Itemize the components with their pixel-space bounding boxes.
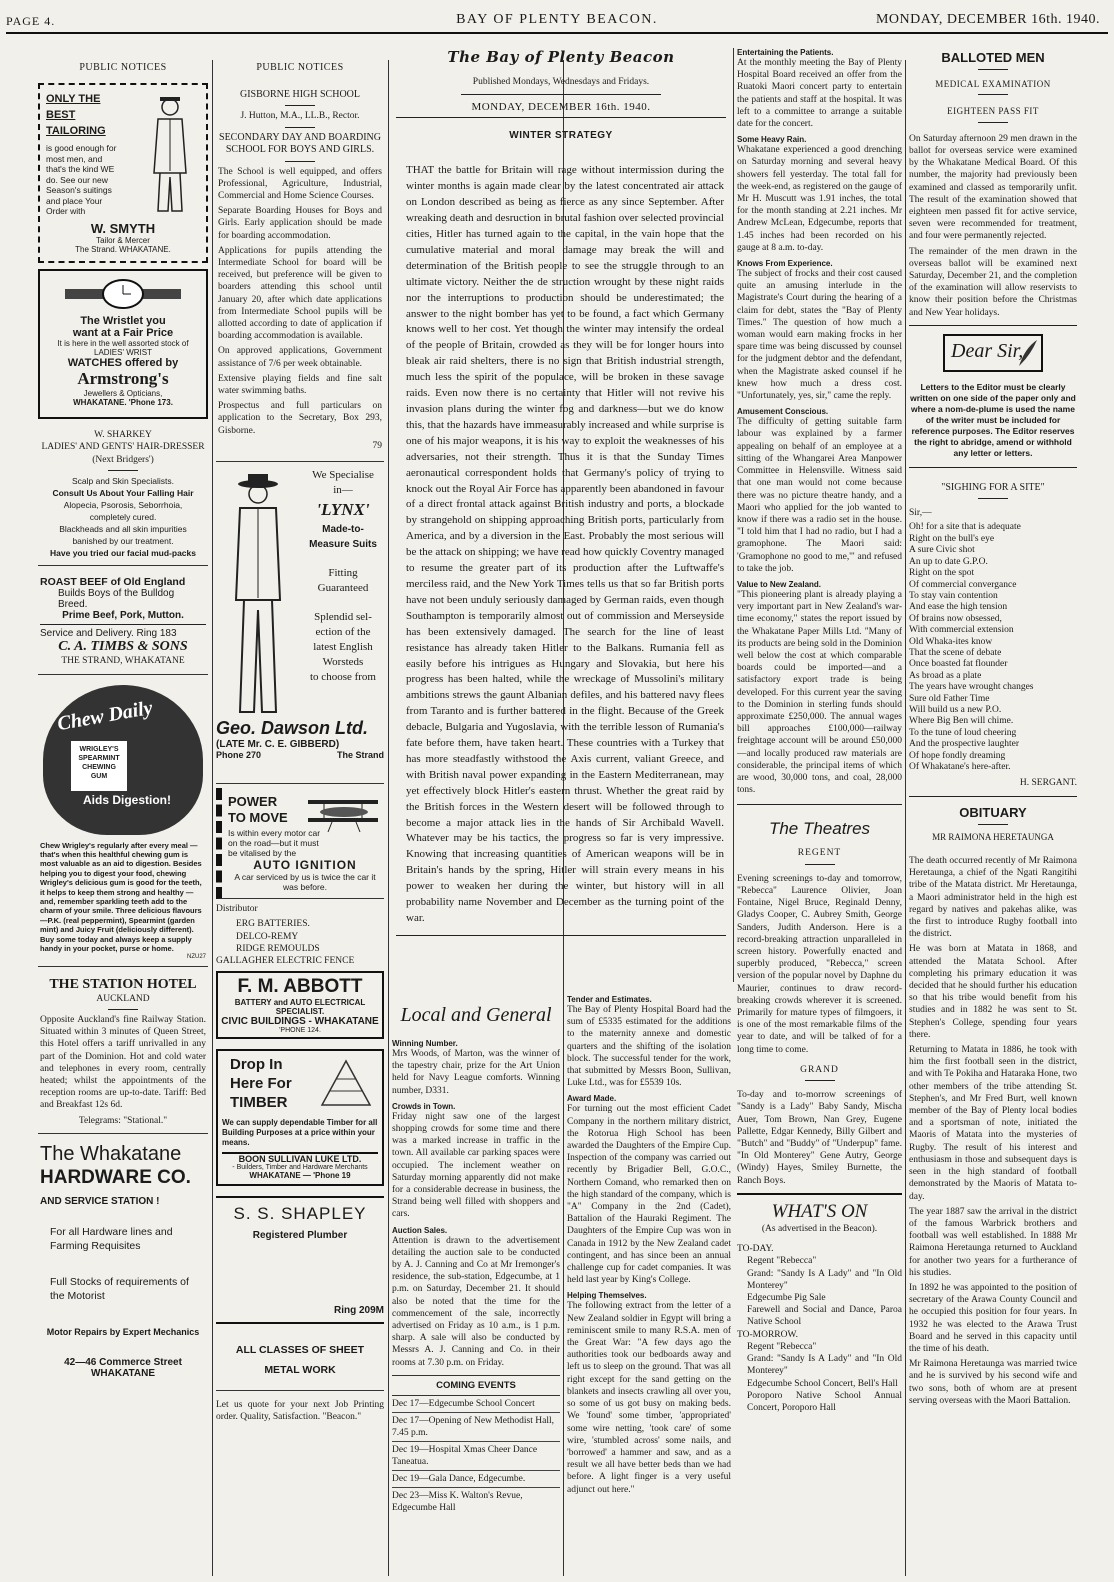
headline-line: BEST xyxy=(46,109,76,121)
sharkey-trade: LADIES' AND GENTS' HAIR-DRESSER xyxy=(41,442,205,453)
hardware-para: For all Hardware lines and Farming Requisites xyxy=(50,1225,173,1252)
hardware-line-2: HARDWARE CO. xyxy=(40,1166,191,1188)
poem-line: And ease the high tension xyxy=(909,602,1008,613)
hardware-address: 42—46 Commerce Street xyxy=(64,1356,182,1368)
poem-line: Right on the bull's eye xyxy=(909,533,995,544)
news-heading: Crowds in Town. xyxy=(392,1101,456,1111)
ad-boon-sullivan-timber xyxy=(216,1049,384,1186)
distributor-item: ERG BATTERIES. xyxy=(236,919,310,930)
school-para: The School is well equipped, and offers Professional, Agriculture, Industrial, Commercial and Home Science Courses. xyxy=(218,166,382,202)
distributor-item: RIDGE REMOULDS xyxy=(236,943,320,954)
poem-line: Old Whaka-ites know xyxy=(909,636,993,647)
whats-on-title: WHAT'S ON xyxy=(771,1200,868,1222)
balloted-para: The remainder of the men drawn in the overseas ballot will be examined next Saturday, December 21, and the completion of the examination will allow reservists to know their position before the Christmas and New Year holidays. xyxy=(909,246,1077,318)
smyth-address: The Strand. WHAKATANE. xyxy=(75,244,171,254)
armstrong-body: It is here in the well assorted stock of LADIES' WRIST xyxy=(57,339,189,357)
dawson-line: Worsteds xyxy=(322,656,364,669)
whats-on-item: Edgecumbe Pig Sale xyxy=(747,1293,826,1304)
timbs-address: THE STRAND, WHAKATANE xyxy=(61,656,185,667)
hardware-town: WHAKATANE xyxy=(90,1367,156,1379)
theatres-title: The Theatres xyxy=(768,819,871,839)
column-rule xyxy=(905,60,906,1576)
news-heading: Tender and Estimates. xyxy=(567,995,652,1004)
poem-line: Where Big Ben will chime. xyxy=(909,716,1014,727)
wrigleys-aids: Aids Digestion! xyxy=(82,792,171,807)
armstrong-name: Armstrong's xyxy=(77,369,169,388)
school-para: Separate Boarding Houses for Boys and Girls. Early application should be made for boarding accommodation. xyxy=(218,206,382,241)
quill-icon xyxy=(1017,338,1039,368)
sharkey-line: completely cured. xyxy=(89,512,157,523)
wrigleys-code: NZU27 xyxy=(186,953,206,960)
ad-armstrong-watches xyxy=(38,269,208,419)
station-telegrams: Telegrams: "Stational." xyxy=(78,1115,168,1126)
obituary-para: Returning to Matata in 1886, he took with him the first football seen in the district, and with Te Pokiha and Hataraka Hone, two other members of the tribe attending St. Stephen's, and Mr Fred Burt, well known member of the Bay of Plenty local bodies and a sportsman of note, initiated the Maoris of Matata into the mysteries of Rugby. The result of his interest and enthusiasm in those and subsequent days is seen in the high standard of football demonstrated by the Maoris of Matata to-day. xyxy=(909,1045,1077,1202)
distributor-label: Distributor xyxy=(216,904,258,915)
obituary-title: OBITUARY xyxy=(959,804,1027,820)
obituary-para: The year 1887 saw the arrival in the district of the famous Warbrick brothers and football was well established. In 1888 Mr Raimona Heretaunga returned to Auckland for another two years for a furtherance of his studies. xyxy=(909,1206,1077,1278)
poem-line: Sure old Father Time xyxy=(909,693,990,704)
dear-sir-logo xyxy=(943,334,1043,372)
power-brand: AUTO IGNITION xyxy=(253,858,357,873)
sharkey-line: Alopecia, Psorosis, Seborrhoia, xyxy=(63,500,183,511)
poem-line: Right on the spot xyxy=(909,568,975,579)
station-name: THE STATION HOTEL xyxy=(49,976,197,992)
whats-on-today: TO-DAY. xyxy=(737,1244,774,1255)
school-name: GISBORNE HIGH SCHOOL xyxy=(239,89,360,100)
obituary-para: Mr Raimona Heretaunga was married twice and he is survived by his second wife and two sons, both of whom are at present serving overseas with the Maori Battalion. xyxy=(909,1359,1077,1406)
poem-line: With commercial extension xyxy=(909,625,1014,636)
timber-sub: - Builders, Timber and Hardware Merchants xyxy=(232,1164,368,1172)
section-heading: PUBLIC NOTICES xyxy=(256,62,344,73)
ad-wrigleys xyxy=(38,679,208,967)
ad-gisborne-high-school xyxy=(216,83,384,462)
timber-name: BOON SULLIVAN LUKE LTD. xyxy=(222,1152,378,1164)
poem-line: Of commercial convergance xyxy=(909,579,1017,590)
wrigleys-body: Chew Wrigley's regularly after every meal — that's when this healthful chewing gum is most valuable as an aid to digestion. Besides helping you to digest your food, chewing Wrigley's delicious gum is good for the teeth, it helps to keep them strong and healthy — and, remember sparkling teeth add to the charm of your smile. Three delicious flavours—P.K. (real peppermint), Spearmint (garden mint) and Juicy Fruit (deliciously different). Buy some today and always keep a supply handy in your pocket, purse or home. xyxy=(40,840,202,954)
poem-line: Of brains now obsessed, xyxy=(909,613,1002,624)
dawson-line: Guaranteed xyxy=(317,582,369,595)
editorial-body: THAT the battle for Britain will rage without intermission during the winter months is again made clear by the latest concentrated air attack on London described as being as fierce as any since September. After wreaking death and desruction in brutal fashion over selected provincial cities, Hitler has turned again to the capital, in the vain hope that the cumulative material and moral damage may break the will and determination of the British people to see the struggle through to an ultimate victory. Neither the de struction wrought by these night raids nor the interruptions to production should be underestimated; the answer to the night bomber has yet to be found, a fact which Germany knows well to her cost. Yet though the winter may intensify the ordeal of the people of Britain, crowded as they will be for longer hours into bleak air raid shelters, there is no sign that British industrial strength, much less the spirit of the populace, will be broken in these savage raids. Even now there is no certainty that Hitler will not revive his invasion plans during the winter fog and darkness—but we do know this, that the hazards have immeasurably increased and while surprise is one of his major weapons, it is his way to exploit the weaknesses of his adversaries, not their strength. Thus it is that the Sunday Times aeronautical correspondent holds that Germany's policy of trying to knock out the Royal Air Force has apparently been abandoned in favour of a direct frontal attack against British industry and ports, a blockade by strangehold on shipping approaching British ports, particularly from America, and by a diversion in the East. Probably the most serious will be the attack on shipping; we have read how quickly Coventry managed to resume the greater part of its production after the Luftwaffe's merciless raid, and the New York Times tells us that so far British ports have not been unduly seriously damaged by German raids, even though Southampton is temporarily almost out of commission and Merseyside has been extensively damaged. The search for the line of least resistance has already taken Hitler to the Balkans. Rumania fell as easily before his intrigues as Hungary and Slovakia, but here his progress has been halted, while the wreckage of Mussolini's military ambitions strews the gaunt Albanian defiles, and his battered navy flees from Taranto and is further battered in the flight. Because of the Greek debacle, Bulgaria and Yugoslavia, with the terrible lesson of Rumania's fate before them, have taken heart. These countries with a Turkey that has more steadfastly withstood the Axis current, valiant Greece, and with British naval power expanding in the Eastern Mediterranean, may yet effectively block Hitler's eastern thrust. Whether the great raid by the British forces in the Western desert will be followed through to become a major attack lies in the hands of Sir Archibald Wavell. Whatever may be his tactics, the progress so far is very impressive. Knowing that increasing quantities of American weapons will be in Britain's hands by the spring, Hitler will strain every means in his power to weaken her during the winter, but history will in all probability name November and December as the turning point of the war. xyxy=(406,164,724,924)
column-rule xyxy=(563,985,564,1576)
ad-fm-abbott xyxy=(216,971,384,1039)
news-heading: Amusement Conscious. xyxy=(737,407,829,417)
coming-events-title: COMING EVENTS xyxy=(436,1379,516,1391)
timber-headline: Drop In xyxy=(230,1056,283,1074)
wrigleys-starburst xyxy=(43,685,203,835)
poem-signature: H. SERGANT. xyxy=(1019,778,1077,789)
whats-on-item: Edgecumbe School Concert, Bell's Hall xyxy=(747,1378,898,1389)
abbott-phone: 'PHONE 124. xyxy=(279,1027,321,1035)
poem-lines xyxy=(909,522,1077,773)
event-item: Dec 19—Hospital Xmas Cheer Dance Taneatua. xyxy=(392,1441,560,1470)
wrigleys-pack: WRIGLEY'S SPEARMINT CHEWING GUM xyxy=(71,741,127,791)
sharkey-line: Scalp and Skin Specialists. xyxy=(71,476,175,487)
school-para: Extensive playing fields and fine salt water swimming baths. xyxy=(218,373,382,397)
dawson-line: Splendid sel- xyxy=(314,611,372,624)
news-heading: Some Heavy Rain. xyxy=(737,135,807,145)
dawson-line: Fitting xyxy=(328,567,358,580)
sharkey-name: W. SHARKEY xyxy=(94,430,152,440)
ad-geo-dawson xyxy=(216,466,384,784)
suited-man-illustration xyxy=(220,470,294,720)
ad-smyth-tailor xyxy=(38,83,208,263)
whats-on xyxy=(737,1193,902,1414)
news-text: The difficulty of getting suitable farm labour was explained by a farmer appealing on behalf of an employee at a sitting of the Whangarei Area Manpower Committee in Helensville. Witness said that one man would not come because there was no picture theatre handy, and a Maori who applied for the job wanted to know if there was a radio set in the house. "I told him that I had no radio, but I had a gramophone. The Maori said: 'Gramophone no good to me,'" and refused to take the job. xyxy=(737,417,902,574)
dawson-name: Geo. Dawson Ltd. xyxy=(216,718,369,739)
poem-sighing-for-a-site xyxy=(909,467,1077,790)
sharkey-line: banished by our treatment. xyxy=(72,536,174,547)
dawson-line: ection of the xyxy=(315,626,371,639)
timber-address: WHAKATANE — 'Phone 19 xyxy=(249,1171,351,1181)
obituary-para: He was born at Matata in 1868, and attended the Matata School. After completing his primary education it was decided that he should further his education so that his tribe would benefit from his studies and in 1882 he was sent to St. Stephen's College, spending four years there. xyxy=(909,944,1077,1040)
news-text: The Bay of Plenty Hospital Board had the sum of £5335 estimated for the additions to the maternity annexe and domestic quarters and the shifting of the isolation block. The successful tender for the work, that submitted by Messrs Boon, Sullivan, Luke Ltd., was for £5539 10s. xyxy=(567,1005,731,1089)
column-news-5 xyxy=(909,48,1077,1574)
dear-sir-text: Dear Sir, xyxy=(951,339,1024,362)
page-number: PAGE 4. xyxy=(6,14,56,28)
obituary-subject: MR RAIMONA HERETAUNGA xyxy=(932,831,1054,842)
news-text: "This pioneering plant is already playing a very important part in New Zealand's war-time economy," states the report issued by the Whakatane Paper Mills Ltd. "Many of its products are being sold in the Dominion well below the cost at which comparable boards could be imported—and a satisfactory export trade is being developed. For this current year the saving to the Dominion in sterling funds should approximate £250,000. The annual wages bill approaches £100,000—railway freightage account will be around £50,000—and locally produced raw materials are considerable, the principal items of which are wood, 30,000 tons, and coal, 28,000 tons. xyxy=(737,589,902,796)
smyth-headline xyxy=(46,91,141,139)
abbott-name: F. M. ABBOTT xyxy=(237,976,363,998)
event-item: Dec 23—Miss K. Walton's Revue, Edgecumbe Hall xyxy=(392,1487,560,1516)
armstrong-sub: Jewellers & Opticians, xyxy=(83,389,163,398)
station-body: Opposite Auckland's fine Railway Station. Situated within 3 minutes of Queen Street, this Hotel offers a tariff unrivalled in any part of the Dominion. Hot and cold water and telephones in every room, centrally heated; whilst the appointments of the reception rooms are up-to-date. Tariff: Bed and Breakfast 12s 6d. xyxy=(40,1014,206,1111)
balloted-para: On Saturday afternoon 29 men drawn in the ballot for overseas service were examined by the Whakatane Medical Board. Of this number, the majority had previously been examined and classed as temporarily unfit. The result of the examination showed that eighteen men passed fit for active service, seven were recommended for treatment, and four were permanently rejected. xyxy=(909,133,1077,242)
header-rule xyxy=(6,32,1108,34)
grand-text: To-day and to-morrow screenings of "Sandy is a Lady" Baby Sandy, Mischa Auer, Tom Brown, Nan Grey, Eugene Pallette, Edgar Kennedy, Billy Gilbert and "Butch" and "Buddy" of "Underpup" fame. "In Old Monterey" Gene Autry, George (Windy) Hayes, Smiley Burnette, the Ranch Boys. xyxy=(737,1090,902,1186)
timbs-headline: ROAST BEEF of Old England xyxy=(40,576,186,589)
whats-on-item: Poroporo Native School Annual Concert, Poroporo Hall xyxy=(747,1390,902,1413)
news-heading: Knows From Experience. xyxy=(737,259,833,269)
dawson-line: latest English xyxy=(313,641,373,654)
armstrong-headline-3: WATCHES offered by xyxy=(67,357,179,369)
whats-on-item: Grand: "Sandy Is A Lady" and "In Old Monterey" xyxy=(747,1268,902,1291)
timbs-name: C. A. TIMBS & SONS xyxy=(58,639,188,655)
news-heading: Helping Themselves. xyxy=(567,1291,647,1301)
news-text: The subject of frocks and their cost caused quite an amusing interlude in the Magistrate's Court during the hearing of a claim for debt, states the "Bay of Plenty Times." The question of how much a woman would earn making frocks in her spare time was being discussed by counsel for the judgment debtor and the defendant, when the Magistrate asked counsel if he knew how much a dress cost. "Unfortunately, yes, sir," came the reply. xyxy=(737,269,902,402)
letters-policy: Letters to the Editor must be clearly written on one side of the paper only and where a nom-de-plume is used the name of the writer must be included for reference purposes. The Editor reserves the right to abridge, amend or withhold any letter or letters. xyxy=(910,381,1076,458)
obituary-para: In 1892 he was appointed to the position of secretary of the Arawa County Council and he occupied this position for four years. In 1932 he was elected to the Arawa Trust Board and he served in this capacity until the time of his death. xyxy=(909,1282,1077,1354)
headline-line: ONLY THE xyxy=(46,93,101,105)
local-and-general-cont xyxy=(567,990,731,1574)
poem-line: That the scene of debate xyxy=(909,647,1002,658)
school-rector: J. Hutton, M.A., LL.B., Rector. xyxy=(240,111,360,122)
distributor-item: DELCO-REMY xyxy=(236,931,299,942)
news-heading: Auction Sales. xyxy=(392,1225,448,1235)
abbott-address: CIVIC BUILDINGS - WHAKATANE xyxy=(221,1016,379,1028)
power-tail: A car serviced by us is twice the car it was before. xyxy=(234,872,376,893)
column-rule xyxy=(212,60,213,1576)
sheet-line: ALL CLASSES OF SHEET xyxy=(235,1344,365,1357)
local-and-general xyxy=(392,990,560,1574)
power-headline-2: TO MOVE xyxy=(228,810,288,826)
theatre-name-grand: GRAND xyxy=(800,1064,839,1075)
theatre-name-regent: REGENT xyxy=(797,848,842,859)
section-heading: PUBLIC NOTICES xyxy=(79,62,167,73)
power-headline-1: POWER xyxy=(228,794,278,810)
poem-line: To the tune of loud cheering xyxy=(909,727,1017,738)
school-title: SECONDARY DAY AND BOARDING SCHOOL FOR BOYS AND GIRLS. xyxy=(219,131,381,156)
news-text: Friday night saw one of the largest shopping crowds for some time and there was a marked increase in traffic in the town. All available car parking spaces were occupied. The inclement weather on Saturday morning apparently did not make for a considerable decrease in business, the Strand being well filled with shoppers and cars. xyxy=(392,1111,560,1220)
poem-line: An up to date G.P.O. xyxy=(909,556,988,567)
column-public-notices-2 xyxy=(216,62,384,1574)
column-rule xyxy=(388,60,389,1576)
obituary-para: The death occurred recently of Mr Raimona Heretaunga, a chief of the Ngati Rangitihi tribe of the Matata district. Mr Heretaunga, a Maori administrator held in the high est regard by natives and pakehas alike, was the first to introduce Rugby football into the district. xyxy=(909,856,1077,940)
sharkey-line: Have you tried our facial mud-packs xyxy=(50,548,196,559)
hardware-line-1: The Whakatane xyxy=(40,1142,182,1165)
column-news-4 xyxy=(737,48,902,1574)
shapley-name: S. S. SHAPLEY xyxy=(233,1204,367,1224)
dawson-brand: 'LYNX' xyxy=(316,500,370,520)
event-item: Dec 17—Edgecumbe School Concert xyxy=(392,1398,535,1409)
ad-whakatane-hardware xyxy=(38,1138,208,1383)
station-city: AUCKLAND xyxy=(96,993,150,1004)
poem-line: Of Whakatane's here-after. xyxy=(909,762,1011,772)
armstrong-headline-1: The Wristlet you xyxy=(80,315,166,327)
hardware-para: Full Stocks of requirements of the Motorist xyxy=(50,1275,189,1302)
dawson-phone: Phone 270 xyxy=(216,750,262,761)
hardware-para: Motor Repairs by Expert Mechanics xyxy=(46,1326,200,1337)
whats-on-item: Farewell and Social and Dance, Paroa Native School xyxy=(747,1305,902,1328)
beacon-masthead: The Bay of Plenty Beacon xyxy=(447,48,675,66)
school-ref: 79 xyxy=(372,440,382,451)
power-body: Is within every motor car on the road—but it must be vitalised by the xyxy=(228,828,321,859)
poem-line: Once boasted fat flounder xyxy=(909,659,1008,670)
masthead: BAY OF PLENTY BEACON. xyxy=(456,12,658,27)
news-heading: Winning Number. xyxy=(392,1039,458,1048)
timbs-line: Prime Beef, Pork, Mutton. xyxy=(62,610,184,622)
ad-timbs-butchers xyxy=(38,570,208,674)
publication-schedule: Published Mondays, Wednesdays and Fridays. xyxy=(472,77,650,87)
balloted-title: BALLOTED MEN xyxy=(941,50,1045,65)
poem-line: A sure Civic shot xyxy=(909,545,975,556)
ad-shapley-plumber xyxy=(216,1196,384,1324)
editorial-title: WINTER STRATEGY xyxy=(509,130,613,142)
dawson-line: Made-to- xyxy=(322,524,364,536)
poem-line: Oh! for a site that is adequate xyxy=(909,522,1021,533)
news-text: For turning out the most efficient Cadet Company in the northern military district, the Rotorua High School has been awarded the Daughters of the Empire Cup. Inspection of the company was carried out recently by Brigadier Bell, G.O.C., Northern Comand, who remarked then on the high standard of the company, which is "A" Company in the 2nd (Cadet), Battalion of the Hauraki Regiment. The Daughters of the Empire Cup was won in Canada in 1912 by the New Zealand cadet contingent, and has since been an annual challenge cup for cadet companies. It was held last year by King's College. xyxy=(567,1104,731,1286)
dawson-line: to choose from xyxy=(310,671,376,684)
ad-sheet-metal xyxy=(216,1330,384,1391)
news-text: At the monthly meeting the Bay of Plenty Hospital Board received an offer from the Ruatoki Maori concert party to entertain the patients and staff at the hospital. It was left to a committee to arrange a suitable date for the concert. xyxy=(737,58,902,130)
whats-on-item: Regent "Rebecca" xyxy=(747,1256,817,1267)
job-printing-notice: Let us quote for your next Job Printing order. Quality, Satisfaction. "Beacon." xyxy=(216,1400,384,1423)
poem-line: To stay vain contention xyxy=(909,590,998,601)
poem-line: Of hope fondly dreaming xyxy=(909,750,1006,761)
smyth-trade: Tailor & Mercer xyxy=(96,235,150,245)
obituary xyxy=(909,796,1077,1407)
school-para: On approved applications, Government assistance of 7/6 per week obtainable. xyxy=(218,346,382,369)
whats-on-item: Grand: "Sandy Is A Lady" and "In Old Monterey" xyxy=(747,1354,902,1377)
hardware-line-3: AND SERVICE STATION ! xyxy=(40,1195,160,1207)
whats-on-tomorrow: TO-MORROW. xyxy=(737,1329,798,1340)
ad-station-hotel xyxy=(38,971,208,1134)
issue-date: MONDAY, DECEMBER 16th. 1940. xyxy=(875,12,1100,27)
timber-body: We can supply dependable Timber for all Building Purposes at a price within your means. xyxy=(222,1118,378,1148)
news-text: Whakatane experienced a good drenching on Saturday morning and several heavy showers fell yesterday. The total fall for the week-end, as registered on the gauge of Mr H. Muscutt was 1.91 inches, the total for the month standing at 2.21 inches. Mr Andrew McLean, Edgecumbe, reports that 1.45 inches had been recorded on his gauge at 8 a.m. to-day. xyxy=(737,145,902,253)
coming-events-heading-box xyxy=(392,1375,560,1396)
dawson-line: We Specialise xyxy=(312,469,374,482)
timbs-line: Service and Delivery. Ring 183 xyxy=(40,628,177,640)
local-title: Local and General xyxy=(400,1004,552,1026)
poem-line: Will build us a new P.O. xyxy=(909,704,1002,715)
headline-line: TAILORING xyxy=(46,125,106,137)
timber-illustration xyxy=(316,1055,376,1111)
sharkey-line: Consult Us About Your Falling Hair xyxy=(52,488,194,499)
whats-on-sub: (As advertised in the Beacon). xyxy=(761,1223,878,1234)
wristwatch-illustration xyxy=(63,277,183,311)
timber-headline: TIMBER xyxy=(230,1094,288,1112)
balloted-sub: MEDICAL EXAMINATION xyxy=(935,79,1051,89)
abbott-sub: BATTERY and AUTO ELECTRICAL SPECIALIST. xyxy=(234,998,366,1017)
timbs-line: Builds Boys of the Bulldog Breed. xyxy=(58,588,175,611)
biplane-illustration xyxy=(304,792,382,836)
event-item: Dec 19—Gala Dance, Edgecumbe. xyxy=(392,1470,560,1487)
distributor-item: GALLAGHER ELECTRIC FENCE xyxy=(216,955,355,966)
school-para: Applications for pupils attending the Intermediate School for board will be received, but preference will be given to boarders attending this school until January 20, after which date applications from Intermediate School pupils will be allotted according to date of application if boarding accommodation is available. xyxy=(218,245,382,342)
whats-on-item: Regent "Rebecca" xyxy=(747,1341,817,1352)
poem-line: As broad as a plate xyxy=(909,670,982,681)
smyth-name: W. SMYTH xyxy=(90,220,156,236)
news-heading: Value to New Zealand. xyxy=(737,579,822,589)
dawson-address: The Strand xyxy=(336,750,384,761)
distributor-list xyxy=(216,903,384,967)
news-text: The following extract from the letter of a New Zealand soldier in Egypt will bring a reminiscent smile to many R.S.A. men of the Great War: "A few days ago the authorities took our bedboards away and left us to sleep on the ground. That was all right except for the sand getting on the blankets and insects crawling all over you, so some of us got busy on making beds. We 'found' some timber, 'appropriated' some wire netting, 'took care' of some wire, 'stumbled across' some nails, and 'borrowed' a hammer and saw, and as a result we all have better beds than we had before. A light finger is a very useful adjunct out here." xyxy=(567,1301,731,1495)
gentleman-illustration xyxy=(140,93,200,217)
column-rule xyxy=(733,48,734,982)
wrigleys-brand: Chew Daily xyxy=(55,696,155,735)
dawson-line: in— xyxy=(333,484,353,497)
armstrong-headline-2: want at a Fair Price xyxy=(72,327,174,339)
news-heading: Entertaining the Patients. xyxy=(737,48,834,57)
column-public-notices-1 xyxy=(38,62,208,1574)
letters-to-editor xyxy=(909,325,1077,459)
dawson-late: (LATE Mr. C. E. GIBBERD) xyxy=(216,739,340,751)
sharkey-line: Blackheads and all skin impurities xyxy=(59,524,187,535)
ad-sharkey-hairdresser xyxy=(38,423,208,566)
dawson-line: Measure Suits xyxy=(309,539,377,551)
balloted-sub2: EIGHTEEN PASS FIT xyxy=(947,106,1039,117)
news-text: Attention is drawn to the advertisement detailing the auction sale to be conducted by A. J. Canning and Co at Mr Iremonger's residence, the sub-station, Edgecumbe, at 1 p.m. on Saturday, December 21. It should also be noted that the time for the commencement of the sale, incorrectly advertised on Friday as 10 a.m., is 1 p.m. sharp. A sale will also be conducted by Messrs A. J. Canning and Co. in their rooms at 7.30 p.m. on Friday. xyxy=(392,1235,560,1368)
news-heading: Award Made. xyxy=(567,1094,617,1104)
regent-text: Evening screenings to-day and tomorrow, "Rebecca" Laurence Olivier, Joan Fontaine, Nigel Bruce, Reginald Denny, Gladys Cooper, C. Aubrey Smith, George Sanders, Judith Anderson. Here is a record-breaking attraction unparalleled in screen history. Powerfully enacted and superbly produced, "Rebecca," screen version of the popular novel by Daphne du Maurier, continues to draw record-breaking crowds wherever it is screened. Primarily for mature types of filmgoers, it is one of the most remarkable films of the year to date, and will be talked of for a long time to come. xyxy=(737,873,902,1055)
sharkey-location: (Next Bridgers') xyxy=(92,454,154,465)
news-text: Mrs Woods, of Marton, was the winner of the tapestry chair, prize for the Art Union held for Navy League comforts. Winning number, D331. xyxy=(392,1049,560,1096)
editorial xyxy=(392,48,730,936)
event-item: Dec 17—Opening of New Methodist Hall, 7.45 p.m. xyxy=(392,1412,560,1441)
poem-line: And the prospective laughter xyxy=(909,739,1020,750)
shapley-trade: Registered Plumber xyxy=(252,1230,348,1242)
shapley-ring: Ring 209M xyxy=(333,1305,384,1317)
page-header xyxy=(6,6,1108,52)
sheet-line: METAL WORK xyxy=(264,1364,336,1377)
poem-salute: Sir,— xyxy=(909,508,932,519)
ad-auto-ignition xyxy=(216,788,384,899)
smyth-body: is good enough for most men, and that's the kind WE do. See our new Season's suitings and place Your Order with xyxy=(46,143,117,216)
poem-title: "SIGHING FOR A SITE" xyxy=(941,481,1045,493)
timber-headline: Here For xyxy=(230,1075,292,1093)
school-para: Prospectus and full particulars on application to the Secretary, Box 293, Gisborne. xyxy=(218,401,382,436)
armstrong-address: WHAKATANE. 'Phone 173. xyxy=(73,398,173,407)
editorial-date: MONDAY, DECEMBER 16th. 1940. xyxy=(471,101,651,114)
poem-line: The years have wrought changes xyxy=(909,682,1034,693)
